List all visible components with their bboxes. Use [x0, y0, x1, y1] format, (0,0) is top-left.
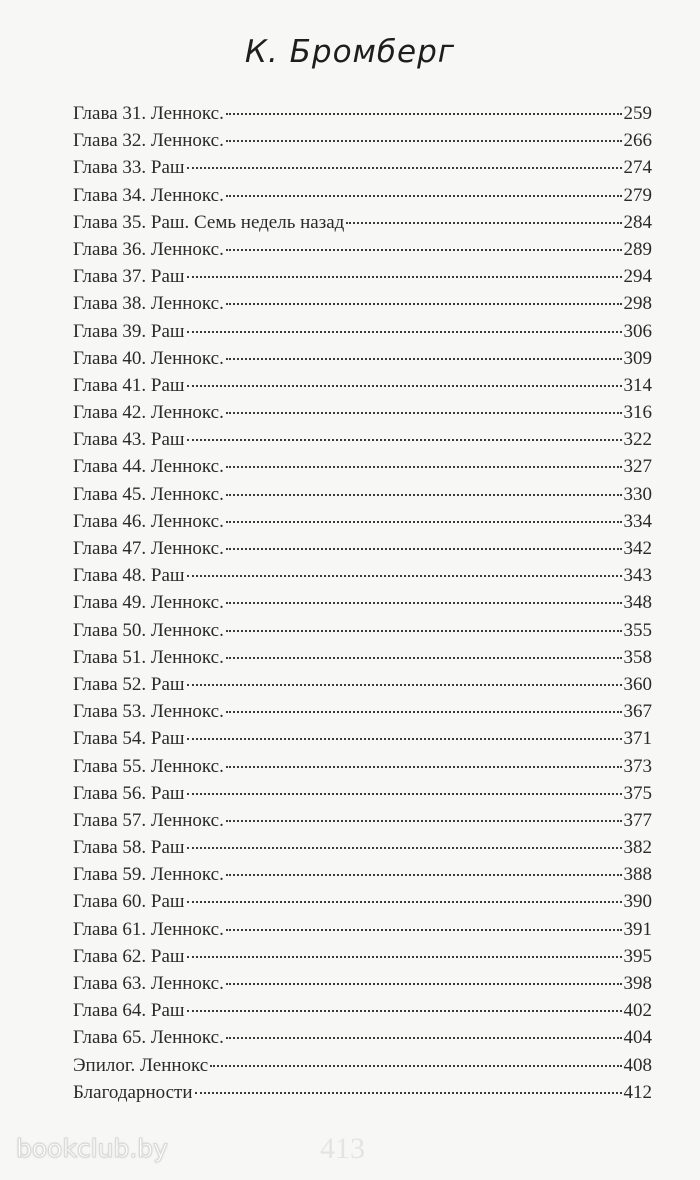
dot-leader	[226, 629, 622, 632]
toc-entry-page: 322	[623, 429, 652, 451]
toc-entry-title: Глава 45. Леннокс.	[73, 483, 224, 505]
toc-entry	[73, 725, 652, 752]
toc-entry	[73, 399, 652, 426]
toc-entry-page: 279	[623, 184, 652, 206]
dot-leader	[226, 139, 622, 142]
toc-entry-title: Глава 49. Леннокс.	[73, 592, 224, 614]
toc-entry-page: 377	[623, 809, 652, 831]
toc-entry-title: Глава 35. Раш. Семь недель назад	[73, 211, 345, 233]
toc-entry-page: 408	[623, 1054, 652, 1076]
dot-leader	[226, 411, 622, 414]
toc-entry-title: Глава 33. Раш	[73, 157, 185, 179]
toc-entry-page: 259	[623, 103, 652, 124]
dot-leader	[226, 112, 622, 115]
dot-leader	[226, 465, 622, 468]
toc-entry-page: 343	[623, 565, 652, 587]
toc-entry-title: Глава 58. Раш	[73, 837, 185, 859]
toc-entry-page: 390	[623, 891, 652, 913]
dot-leader	[226, 248, 622, 251]
toc-entry	[73, 780, 652, 807]
table-of-contents	[73, 100, 652, 1106]
toc-entry-page: 360	[623, 673, 652, 695]
toc-entry-page: 395	[623, 945, 652, 967]
page-number: 413	[320, 1132, 365, 1165]
dot-leader	[187, 955, 622, 958]
toc-entry-title: Глава 63. Леннокс.	[73, 973, 224, 994]
toc-entry	[73, 127, 652, 154]
toc-entry-title: Глава 32. Леннокс.	[73, 130, 224, 152]
dot-leader	[210, 1064, 621, 1067]
dot-leader	[226, 656, 622, 659]
toc-entry-title: Глава 37. Раш	[73, 266, 185, 288]
toc-entry	[73, 617, 652, 644]
toc-entry	[73, 453, 652, 480]
toc-entry-title: Глава 56. Раш	[73, 782, 185, 804]
toc-entry-page: 316	[623, 402, 652, 424]
toc-entry-page: 371	[623, 728, 652, 750]
toc-entry-title: Глава 40. Леннокс.	[73, 347, 224, 369]
toc-entry-page: 382	[623, 837, 652, 859]
toc-entry-page: 314	[623, 374, 652, 396]
toc-entry-page: 274	[623, 157, 652, 179]
toc-entry	[73, 644, 652, 671]
toc-entry-page: 266	[623, 130, 652, 152]
toc-entry-page: 289	[623, 238, 652, 260]
toc-entry-title: Эпилог. Леннокс	[73, 1054, 209, 1076]
toc-entry-page: 284	[623, 211, 652, 233]
toc-entry	[73, 209, 652, 236]
toc-entry	[73, 698, 652, 725]
toc-entry-page: 327	[623, 456, 652, 478]
toc-entry	[73, 426, 652, 453]
dot-leader	[226, 982, 622, 985]
toc-entry	[73, 997, 652, 1024]
dot-leader	[226, 493, 622, 496]
toc-entry	[73, 535, 652, 562]
toc-entry	[73, 562, 652, 589]
dot-leader	[226, 819, 622, 822]
dot-leader	[346, 221, 621, 224]
toc-entry-page: 348	[623, 592, 652, 614]
toc-entry-page: 309	[623, 347, 652, 369]
dot-leader	[226, 1036, 622, 1039]
toc-entry-page: 367	[623, 701, 652, 723]
toc-entry-title: Глава 55. Леннокс.	[73, 755, 224, 777]
dot-leader	[226, 765, 622, 768]
toc-entry	[73, 182, 652, 209]
toc-entry-title: Глава 52. Раш	[73, 673, 185, 695]
toc-entry-title: Глава 41. Раш	[73, 374, 185, 396]
toc-entry	[73, 861, 652, 888]
toc-entry	[73, 916, 652, 943]
dot-leader	[226, 601, 622, 604]
toc-entry-page: 412	[623, 1081, 652, 1103]
toc-entry	[73, 589, 652, 616]
dot-leader	[187, 438, 622, 441]
dot-leader	[187, 384, 622, 387]
dot-leader	[187, 683, 622, 686]
toc-entry	[73, 943, 652, 970]
toc-entry-title: Глава 51. Леннокс.	[73, 646, 224, 668]
dot-leader	[187, 1009, 622, 1012]
toc-entry-title: Глава 59. Леннокс.	[73, 864, 224, 886]
toc-entry	[73, 372, 652, 399]
toc-entry	[73, 345, 652, 372]
toc-entry	[73, 154, 652, 181]
toc-entry-page: 398	[623, 973, 652, 994]
toc-entry	[73, 100, 652, 127]
dot-leader	[187, 900, 622, 903]
toc-entry	[73, 318, 652, 345]
dot-leader	[187, 166, 622, 169]
toc-entry-title: Глава 48. Раш	[73, 565, 185, 587]
site-watermark: bookclub.by	[16, 1134, 168, 1163]
toc-entry-title: Глава 47. Леннокс.	[73, 538, 224, 559]
dot-leader	[226, 302, 622, 305]
toc-entry-title: Благодарности	[73, 1081, 193, 1103]
dot-leader	[226, 520, 622, 523]
toc-entry-title: Глава 57. Леннокс.	[73, 809, 224, 831]
dot-leader	[226, 357, 622, 360]
toc-entry-title: Глава 54. Раш	[73, 728, 185, 750]
toc-entry-page: 388	[623, 864, 652, 886]
toc-entry-page: 334	[623, 510, 652, 532]
toc-entry-page: 391	[623, 918, 652, 940]
dot-leader	[187, 275, 622, 278]
toc-entry-title: Глава 50. Леннокс.	[73, 619, 224, 641]
toc-entry	[73, 236, 652, 263]
toc-entry-page: 358	[623, 646, 652, 668]
toc-entry-title: Глава 34. Леннокс.	[73, 184, 224, 206]
toc-entry-page: 306	[623, 320, 652, 342]
dot-leader	[187, 330, 622, 333]
toc-entry-page: 375	[623, 782, 652, 804]
toc-entry-title: Глава 64. Раш	[73, 1000, 185, 1022]
toc-entry-title: Глава 38. Леннокс.	[73, 293, 224, 315]
toc-entry-title: Глава 31. Леннокс.	[73, 103, 224, 124]
toc-entry	[73, 753, 652, 780]
toc-entry-title: Глава 42. Леннокс.	[73, 402, 224, 424]
toc-entry-title: Глава 65. Леннокс.	[73, 1027, 224, 1049]
toc-entry	[73, 290, 652, 317]
toc-entry-title: Глава 43. Раш	[73, 429, 185, 451]
toc-entry-title: Глава 53. Леннокс.	[73, 701, 224, 723]
dot-leader	[187, 574, 622, 577]
dot-leader	[187, 737, 622, 740]
toc-entry-page: 294	[623, 266, 652, 288]
toc-entry-title: Глава 44. Леннокс.	[73, 456, 224, 478]
toc-entry-page: 373	[623, 755, 652, 777]
dot-leader	[187, 846, 622, 849]
toc-entry-page: 355	[623, 619, 652, 641]
toc-entry	[73, 807, 652, 834]
toc-entry-page: 342	[623, 538, 652, 559]
toc-entry	[73, 834, 652, 861]
toc-entry	[73, 888, 652, 915]
toc-entry	[73, 481, 652, 508]
toc-entry	[73, 1024, 652, 1051]
toc-entry-page: 402	[623, 1000, 652, 1022]
dot-leader	[226, 873, 622, 876]
toc-entry	[73, 508, 652, 535]
toc-entry-page: 404	[623, 1027, 652, 1049]
toc-entry	[73, 671, 652, 698]
toc-entry	[73, 263, 652, 290]
dot-leader	[226, 547, 622, 550]
toc-entry-title: Глава 36. Леннокс.	[73, 238, 224, 260]
toc-entry-page: 330	[623, 483, 652, 505]
toc-entry-title: Глава 62. Раш	[73, 945, 185, 967]
toc-entry-title: Глава 46. Леннокс.	[73, 510, 224, 532]
toc-entry-title: Глава 39. Раш	[73, 320, 185, 342]
toc-entry	[73, 1052, 652, 1079]
dot-leader	[187, 792, 622, 795]
dot-leader	[226, 710, 622, 713]
toc-entry	[73, 1079, 652, 1106]
toc-entry-title: Глава 60. Раш	[73, 891, 185, 913]
dot-leader	[226, 928, 622, 931]
toc-entry-page: 298	[623, 293, 652, 315]
dot-leader	[226, 194, 622, 197]
toc-entry-title: Глава 61. Леннокс.	[73, 918, 224, 940]
toc-entry	[73, 970, 652, 997]
running-header-author: К. Бромберг	[244, 34, 456, 70]
dot-leader	[195, 1091, 622, 1094]
